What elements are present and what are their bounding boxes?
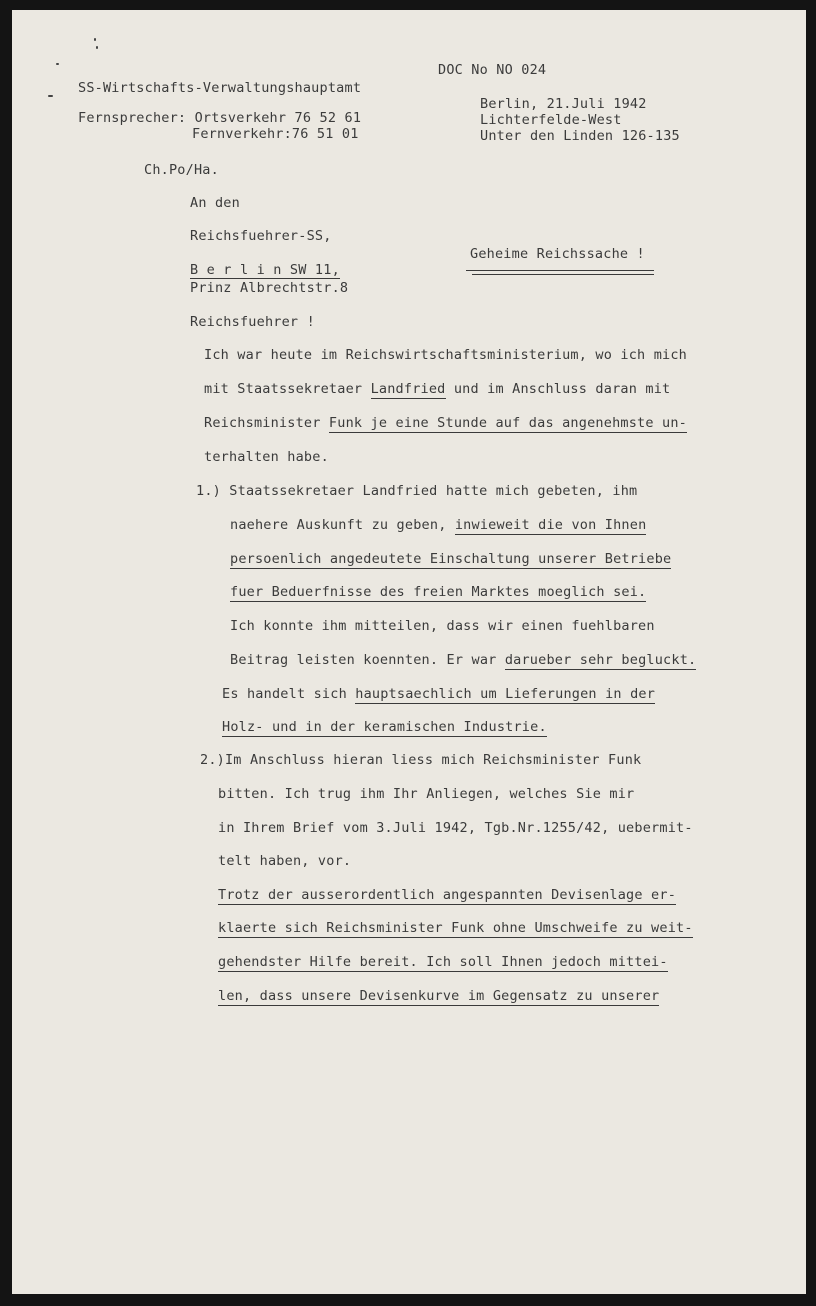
punch-mark [48, 95, 53, 97]
address-line-4: Prinz Albrechtstr.8 [190, 280, 349, 296]
body-line [204, 415, 687, 431]
list-item-line: len, dass unsere Devisenkurve im Gegensatz zu unserer [218, 988, 660, 1004]
reference-code: Ch.Po/Ha. [144, 162, 219, 178]
text-run: mit Staatssekretaer [204, 381, 371, 397]
list-item-line: Ich konnte ihm mitteilen, dass wir einen fuehlbaren [230, 618, 655, 634]
address-line-2: Reichsfuehrer-SS, [190, 228, 332, 244]
list-item-line: 2.)Im Anschluss hieran liess mich Reichsminister Funk [200, 752, 642, 768]
underlined-run: Landfried [370, 381, 446, 397]
text-run: Es handelt sich [222, 686, 356, 702]
text-run: Beitrag leisten koennten. Er war [230, 652, 505, 668]
phone-local: Fernsprecher: Ortsverkehr 76 52 61 [78, 110, 362, 126]
text-run: und im Anschluss daran mit [445, 381, 671, 397]
doc-number: DOC No NO 024 [438, 62, 547, 78]
body-line [204, 381, 670, 397]
letter-place: Lichterfelde-West [480, 112, 622, 128]
list-item-line: Holz- und in der keramischen Industrie. [222, 719, 547, 735]
underlined-run: Funk je eine Stunde auf das angenehmste un- [328, 415, 688, 431]
underlined-run: hauptsaechlich um Lieferungen in der [355, 686, 656, 702]
list-item-line: persoenlich angedeutete Einschaltung unserer Betriebe [230, 551, 672, 567]
body-line: Ich war heute im Reichswirtschaftsministerium, wo ich mich [204, 347, 688, 363]
underlined-run: inwieweit die von Ihnen [454, 517, 647, 533]
list-item-line [230, 517, 646, 533]
list-item-line: gehendster Hilfe bereit. Ich soll Ihnen jedoch mittei- [218, 954, 668, 970]
list-item-line: klaerte sich Reichsminister Funk ohne Umschweife zu weit- [218, 920, 693, 936]
text-run: Reichsminister [204, 415, 329, 431]
body-line: terhalten habe. [204, 449, 329, 465]
salutation: Reichsfuehrer ! [190, 314, 315, 330]
list-item-line: fuer Beduerfnisse des freien Marktes moeglich sei. [230, 584, 647, 600]
list-item-line: telt haben, vor. [218, 853, 352, 869]
underlined-run: darueber sehr begluckt. [504, 652, 697, 668]
address-line-1: An den [190, 195, 240, 211]
list-item-line: in Ihrem Brief vom 3.Juli 1942, Tgb.Nr.1255/42, uebermit- [218, 820, 693, 836]
classification-stamp: Geheime Reichssache ! [470, 246, 645, 262]
punch-mark [96, 46, 98, 49]
list-item-line: 1.) Staatssekretaer Landfried hatte mich gebeten, ihm [196, 483, 638, 499]
letter-street: Unter den Linden 126-135 [480, 128, 680, 144]
list-item-line [222, 686, 655, 702]
list-item-line: Trotz der ausserordentlich angespannten Devisenlage er- [218, 887, 677, 903]
text-run: naehere Auskunft zu geben, [230, 517, 455, 533]
punch-mark [56, 63, 59, 65]
sender-office: SS-Wirtschafts-Verwaltungshauptamt [78, 80, 362, 96]
letter-date: Berlin, 21.Juli 1942 [480, 96, 647, 112]
list-item-line [230, 652, 696, 668]
address-line-3: B e r l i n SW 11, [190, 262, 340, 278]
list-item-line: bitten. Ich trug ihm Ihr Anliegen, welches Sie mir [218, 786, 635, 802]
phone-long-distance: Fernverkehr:76 51 01 [192, 126, 359, 142]
punch-mark [94, 38, 96, 41]
